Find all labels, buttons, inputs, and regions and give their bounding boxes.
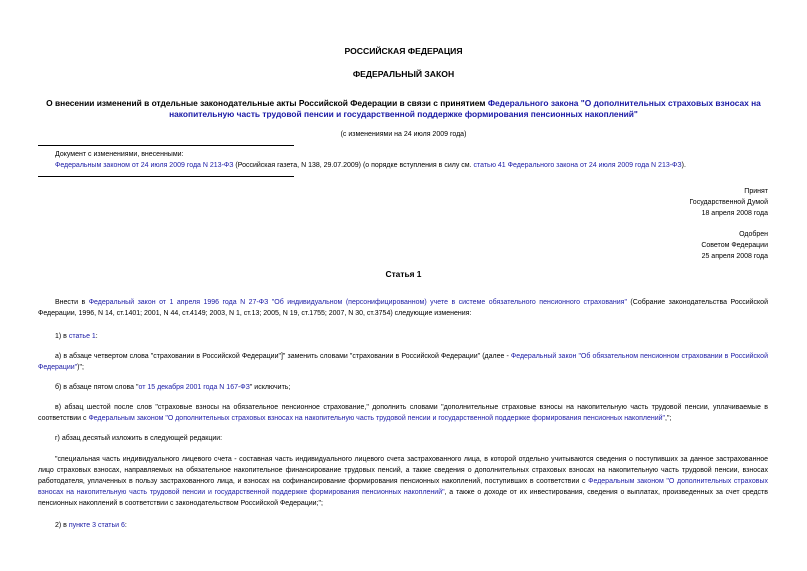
paragraph-item-a (38, 351, 768, 373)
p5-text-b: ,"; (665, 415, 672, 422)
p3-text-a: а) в абзаце четвертом слова "страховании в Российской Федерации"]" заменить словами "страховании в Российской Федерации" (далее - (55, 353, 511, 360)
changes-line (55, 160, 775, 171)
article-title: Статья 1 (385, 269, 422, 279)
changes-label: Документ с изменениями, внесенными: (55, 151, 184, 158)
adopted-block (560, 186, 768, 219)
p2-text-b: : (95, 333, 98, 340)
law-title-link[interactable]: Федерального закона "О дополнительных страховых взносах на накопительную часть трудовой пенсии и государственной поддержке формирования пенсионных накоплений" (169, 98, 761, 119)
redaction-note: (с изменениями на 24 июля 2009 года) (340, 131, 467, 138)
approved-line1: Одобрен (739, 231, 768, 238)
law-title (40, 98, 767, 120)
p8-text-a: 2) в (55, 522, 69, 529)
country-heading: РОССИЙСКАЯ ФЕДЕРАЦИЯ (344, 46, 463, 56)
law-title-text: О внесении изменений в отдельные законодательные акты Российской Федерации в связи с принятием (46, 98, 488, 108)
paragraph-item-b (38, 382, 768, 393)
approved-line2: Советом Федерации (701, 242, 768, 249)
approved-date: 25 апреля 2008 года (701, 253, 768, 260)
changes-text-end: ). (681, 162, 686, 169)
p3-link[interactable]: Федеральный закон "Об обязательном пенсионном страховании в Российской Федерации" (38, 353, 768, 371)
adopted-date: 18 апреля 2008 года (701, 210, 768, 217)
p4-text-a: б) в абзаце пятом слова " (55, 384, 139, 391)
paragraph-item-v (38, 402, 768, 424)
approved-block (560, 229, 768, 262)
p5-text-a: в) абзац шестой после слов "страховые взносы на обязательное пенсионное страхование," дополнить словами "дополнительные страховые взносы на накопительную часть трудовой пенсии, уплачиваемые в соответствии с (38, 404, 768, 422)
doc-type-heading: ФЕДЕРАЛЬНЫЙ ЗАКОН (352, 69, 455, 79)
adopted-line2: Государственной Думой (689, 199, 768, 206)
p1-link[interactable]: Федеральный закон от 1 апреля 1996 года N 27-ФЗ "Об индивидуальном (персонифицированном) учете в системе обязательного пенсионного страхования" (88, 299, 627, 306)
p4-text-b: " исключить; (249, 384, 291, 391)
p2-link[interactable]: статье 1 (68, 333, 96, 340)
changes-link-article[interactable]: статью 41 Федерального закона от 24 июля 2009 года N 213-ФЗ (473, 162, 682, 169)
p7-text-a: "специальная часть индивидуального лицевого счета - составная часть индивидуального лицевого счета застрахованного лица, в которой отдельно учитываются сведения о поступивших за данное застрахованное лицо страховых взносах, направляемых на обязательное накопительное финансирование трудовых пенсий, а также сведения о дополнительных страховых взносах на накопительную часть трудовой пенсии, взносах работодателя, уплаченных в пользу застрахованного лица, и взносах на софинансирование формирования пенсионных накоплений, поступивших в соответствии с (38, 456, 768, 485)
p8-text-b: : (124, 522, 127, 529)
p1-text-b: (Собрание законодательства Российской Федерации, 1996, N 14, ст.1401; 2001, N 44, ст.4149; 2003, N 1, ст.13; 2005, N 19, ст.1755; 2007, N 30, ст.3754) следующие изменения: (38, 299, 768, 317)
changes-link-law[interactable]: Федеральным законом от 24 июля 2009 года N 213-ФЗ (55, 162, 234, 169)
changes-text: (Российская газета, N 138, 29.07.2009) (о порядке вступления в силу см. (233, 162, 474, 169)
changes-block (55, 149, 775, 171)
p5-link[interactable]: Федеральным законом "О дополнительных страховых взносах на накопительную часть трудовой пенсии и государственной поддержке формирования пенсионных накоплений" (88, 415, 666, 422)
p4-link[interactable]: от 15 декабря 2001 года N 167-ФЗ (138, 384, 250, 391)
p7-text-b: , а также о доходе от их инвестирования, сведения о выплатах, произведенных за счет средств пенсионных накоплений в соответствии с законодательством Российской Федерации;"; (38, 489, 768, 507)
adopted-line1: Принят (744, 188, 768, 195)
paragraph-item-g: г) абзац десятый изложить в следующей редакции: (55, 435, 223, 442)
paragraph-quote (38, 454, 768, 509)
p1-text-a: Внести в (55, 299, 89, 306)
divider-bottom (38, 176, 294, 177)
p3-text-b: )"; (77, 364, 84, 371)
paragraph-item-1 (38, 331, 768, 342)
divider-top (38, 145, 294, 146)
paragraph-intro (38, 297, 768, 319)
p7-link[interactable]: Федеральным законом "О дополнительных страховых взносах на накопительную часть трудовой пенсии и государственной поддержке формирования пенсионных накоплений" (38, 478, 768, 496)
p8-link[interactable]: пункте 3 статьи 6 (68, 522, 125, 529)
p2-text-a: 1) в (55, 333, 69, 340)
paragraph-item-2 (38, 520, 768, 531)
